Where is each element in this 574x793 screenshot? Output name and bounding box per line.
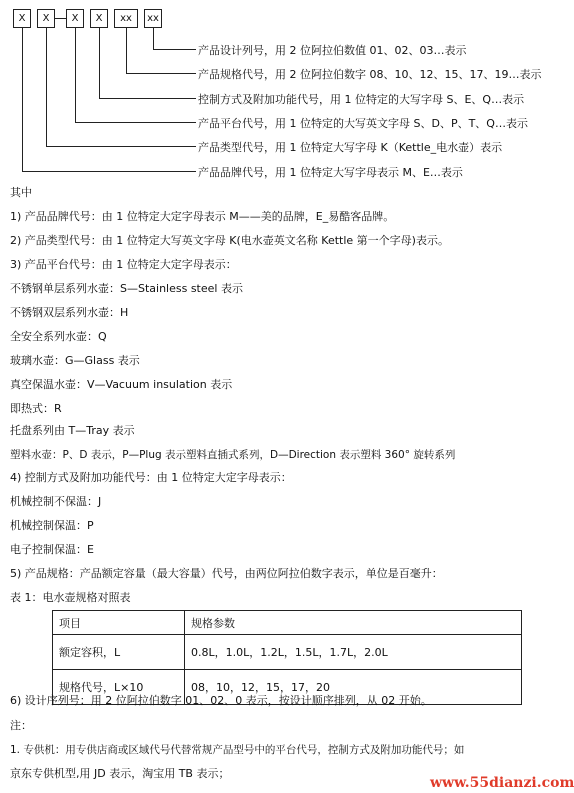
body-line-0: 其中: [10, 186, 32, 199]
table-header-params: 规格参数: [185, 611, 522, 635]
body-line-7: 玻璃水壶：G—Glass 表示: [10, 354, 140, 367]
diagram-label-brand-code: 产品品牌代号，用 1 位特定大写字母表示 M、E…表示: [198, 166, 463, 179]
body-line-5: 不锈钢双层系列水壶：H: [10, 306, 129, 319]
table-header-row: [53, 611, 522, 635]
diagram-label-control-code: 控制方式及附加功能代号，用 1 位特定的大写字母 S、E、Q…表示: [198, 93, 525, 106]
code-box-1: X: [13, 9, 31, 28]
connector-h4: [99, 98, 196, 99]
diagram-label-platform-code: 产品平台代号，用 1 位特定的大写英文字母 S、D、P、T、Q…表示: [198, 117, 528, 130]
body-line-14: 机械控制保温：P: [10, 519, 94, 532]
code-box-3: X: [66, 9, 84, 28]
code-box-4: X: [90, 9, 108, 28]
table-cell: 额定容积，L: [53, 635, 185, 670]
connector-h3: [75, 122, 196, 123]
table-cell: 0.8L，1.0L，1.2L，1.5L，1.7L，2.0L: [185, 635, 522, 670]
diagram-label-design-series: 产品设计列号，用 2 位阿拉伯数值 01、02、03…表示: [198, 44, 467, 57]
table-cell: 规格代号，L×10: [53, 670, 185, 705]
connector-v3: [75, 28, 76, 122]
body-line-6: 全安全系列水壶：Q: [10, 330, 107, 343]
table-header-item: 项目: [53, 611, 185, 635]
code-box-2: X: [37, 9, 55, 28]
table-row: [53, 635, 522, 670]
site-watermark: www.55dianzi.com: [430, 775, 574, 791]
diagram-label-type-code: 产品类型代号，用 1 位特定大写字母 K（Kettle_电水壶）表示: [198, 141, 503, 154]
body-line-8: 真空保温水壶：V—Vacuum insulation 表示: [10, 378, 233, 391]
connector-v1: [22, 28, 23, 171]
connector-v6: [153, 28, 154, 49]
connector-h2: [46, 146, 196, 147]
after-line-2: 1. 专供机：用专供店商或区域代号代替常规产品型号中的平台代号，控制方式及附加功能代号；如: [10, 744, 465, 756]
connector-v5: [126, 28, 127, 73]
table-cell: 08，10，12，15，17，20: [185, 670, 522, 705]
code-box-5: xx: [114, 9, 138, 28]
code-box-6: xx: [144, 9, 162, 28]
connector-h1: [22, 171, 196, 172]
table-caption: 表 1：电水壶规格对照表: [10, 591, 131, 604]
body-line-10: 托盘系列由 T—Tray 表示: [10, 424, 135, 437]
spec-table: [52, 610, 522, 705]
body-line-15: 电子控制保温：E: [10, 543, 94, 556]
connector-h5: [126, 73, 196, 74]
body-line-11: 塑料水壶：P、D 表示，P—Plug 表示塑料直插式系列，D—Direction 表示塑料 360° 旋转系列: [10, 449, 456, 461]
body-line-9: 即热式：R: [10, 402, 62, 415]
body-line-4: 不锈钢单层系列水壶：S—Stainless steel 表示: [10, 282, 243, 295]
connector-v4: [99, 28, 100, 98]
connector-h6: [153, 49, 196, 50]
body-line-12: 4) 控制方式及附加功能代号：由 1 位特定大定字母表示：: [10, 471, 292, 484]
connector-v2: [46, 28, 47, 146]
body-line-13: 机械控制不保温：J: [10, 495, 102, 508]
dash-connector: [55, 18, 66, 19]
after-line-0: 6) 设计序列号：用 2 位阿拉伯数字 01、02、0 表示，按设计顺序排列，从 02 开始。: [10, 694, 432, 707]
diagram-label-spec-code: 产品规格代号，用 2 位阿拉伯数字 08、10、12、15、17、19…表示: [198, 68, 542, 81]
body-line-2: 2) 产品类型代号：由 1 位特定大写英文字母 K(电水壶英文名称 Kettle 第一个字母)表示。: [10, 234, 449, 247]
body-line-16: 5) 产品规格：产品额定容量（最大容量）代号，由两位阿拉伯数字表示，单位是百毫升：: [10, 567, 443, 580]
body-line-1: 1) 产品品牌代号：由 1 位特定大定字母表示 M——美的品牌，E_易酷客品牌。: [10, 210, 395, 223]
after-line-3: 京东专供机型,用 JD 表示，淘宝用 TB 表示；: [10, 767, 230, 780]
body-line-3: 3) 产品平台代号：由 1 位特定大定字母表示：: [10, 258, 237, 271]
after-line-1: 注：: [10, 719, 32, 732]
